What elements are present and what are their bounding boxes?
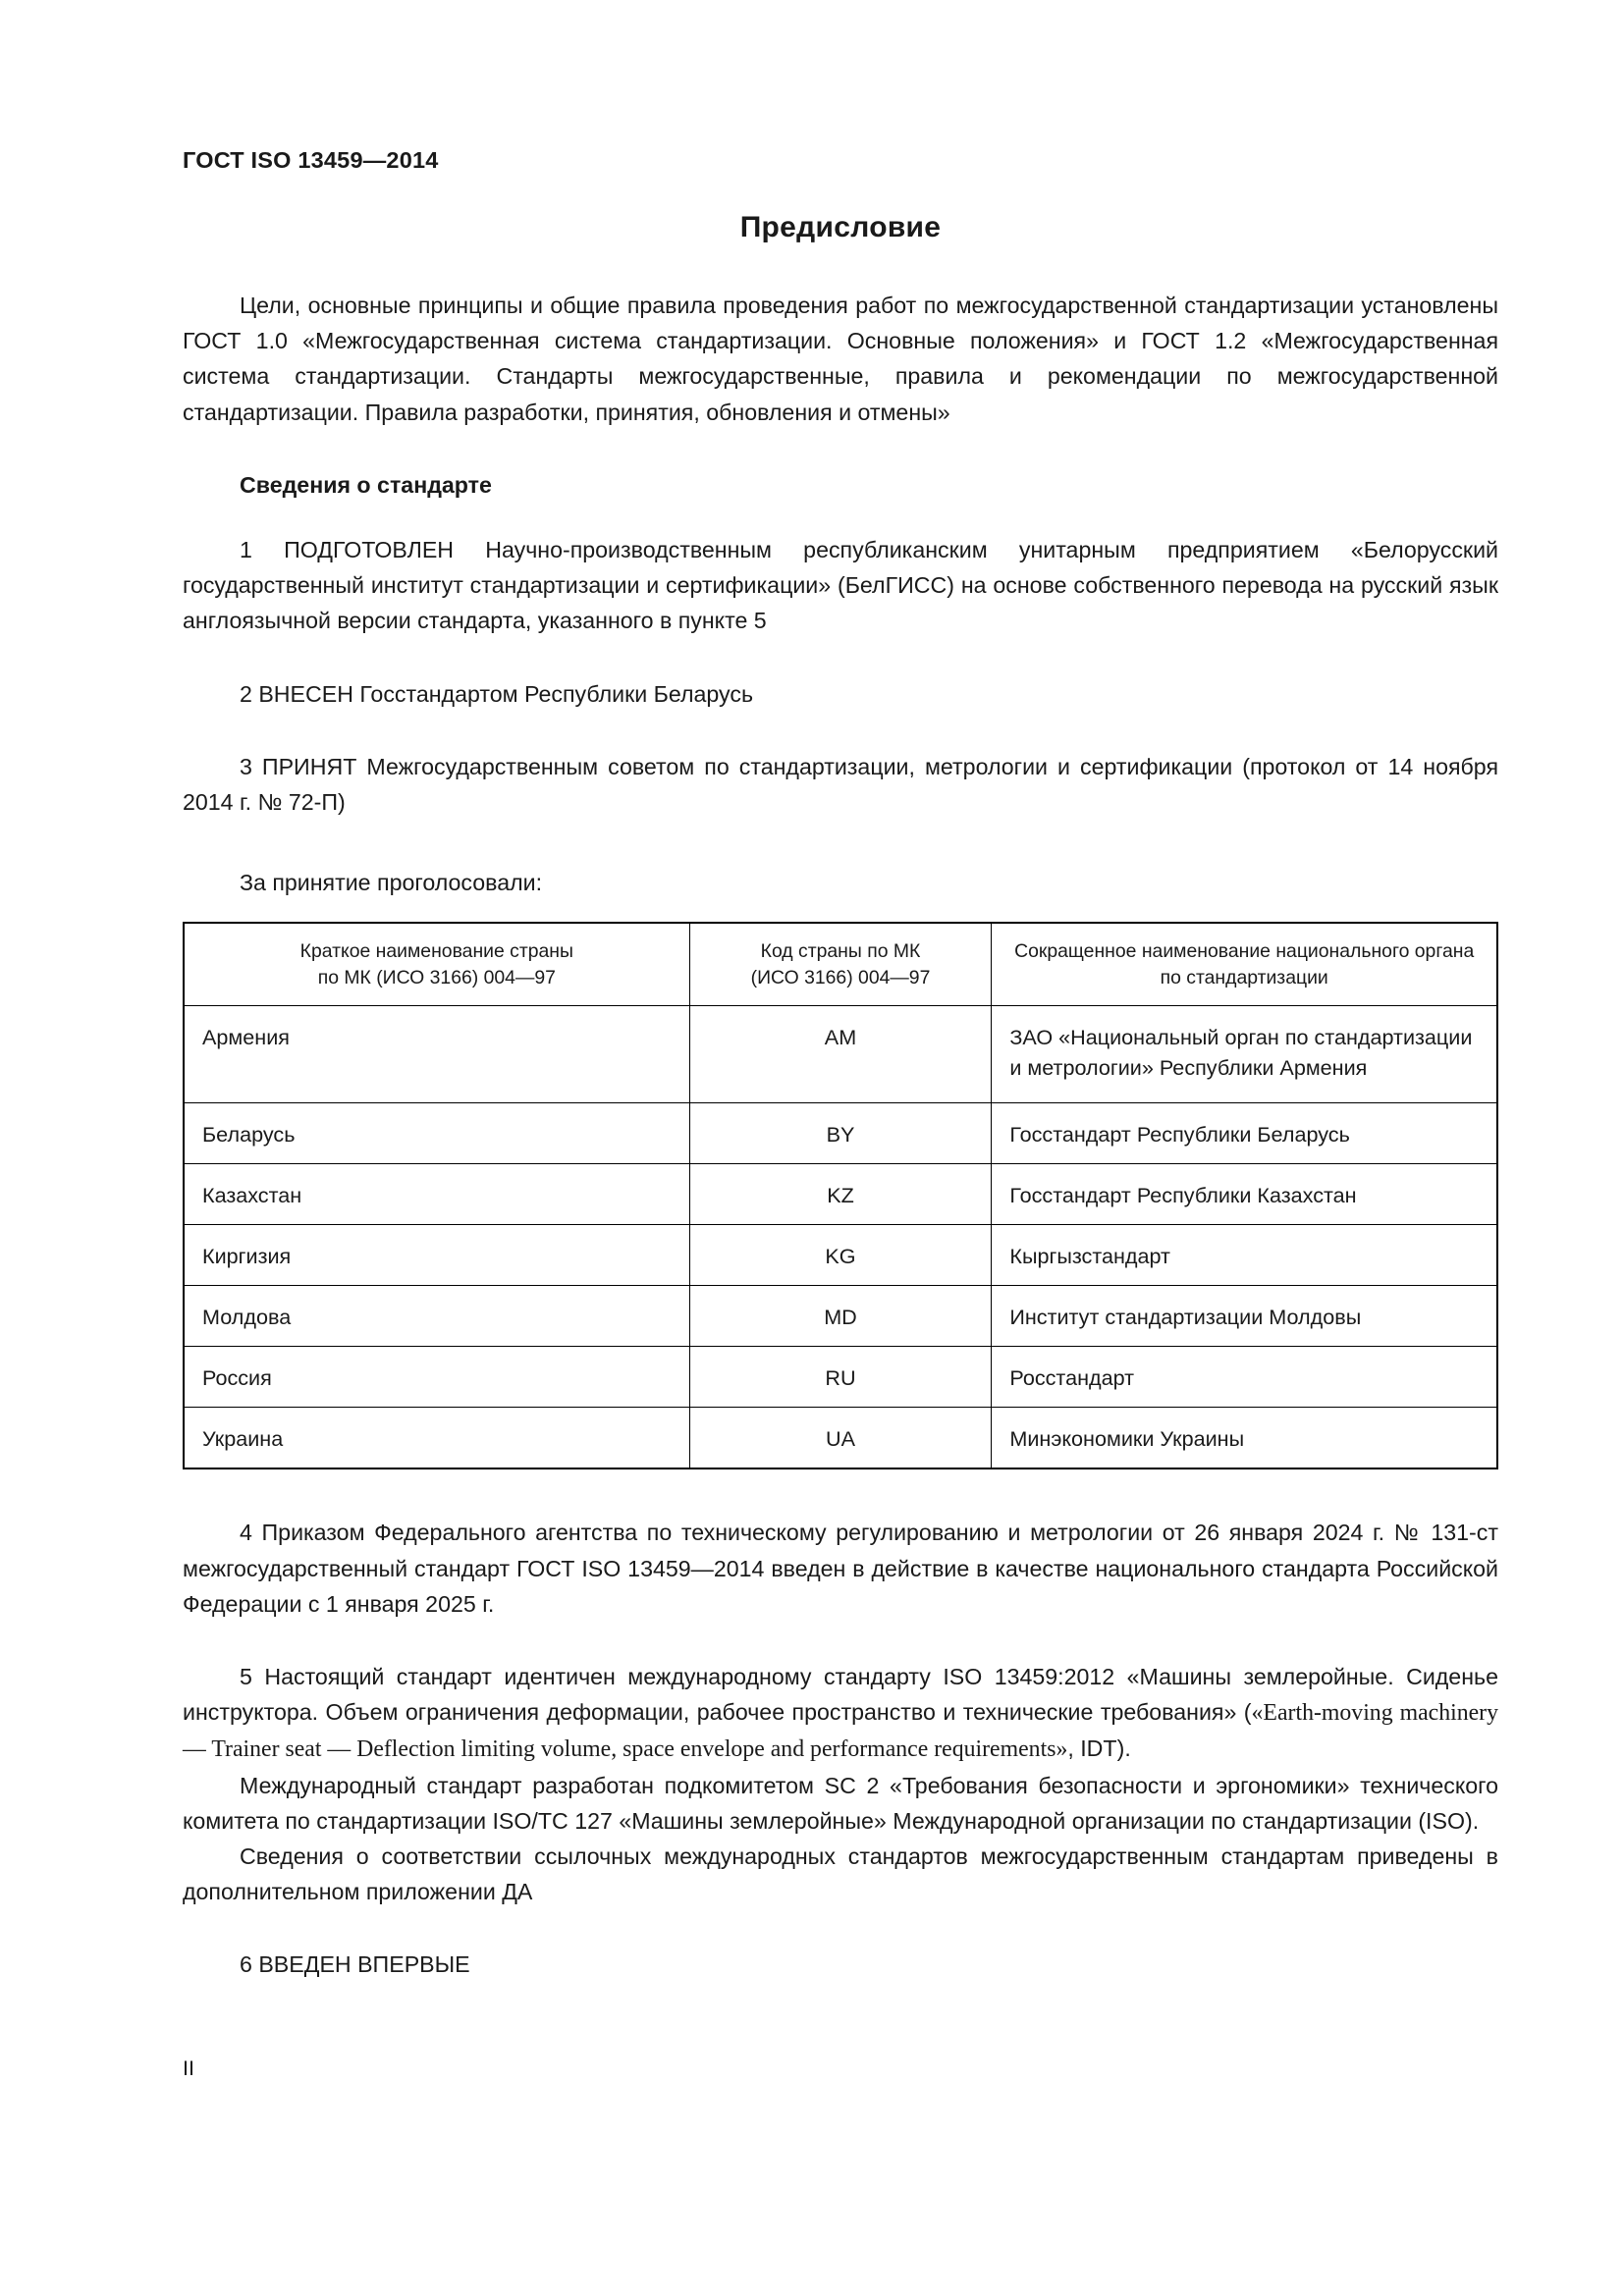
intro-paragraph: Цели, основные принципы и общие правила проведения работ по межгосударственной стандартизации установлены ГОСТ 1.0 «Межгосударственная система стандартизации. Основные положения» и ГОСТ 1.2 «Межгосударственная система стандартизации. Стандарты межгосударственные, правила и рекомендации по межгосударственной стандартизации. Правила разработки, принятия, обновления и отмены» [183, 293, 1498, 425]
cell-country: Украина [184, 1408, 689, 1469]
spacer [183, 1909, 1498, 1947]
column-header-code [689, 923, 992, 1006]
cell-country: Киргизия [184, 1225, 689, 1286]
cell-code: KZ [689, 1164, 992, 1225]
vote-table [183, 922, 1498, 1469]
cell-code: AM [689, 1006, 992, 1103]
clause-1: 1 ПОДГОТОВЛЕН Научно-производственным республиканским унитарным предприятием «Белорусский государственный институт стандартизации и сертификации» (БелГИСС) на основе собственного перевода на русский язык англоязычной версии стандарта, указанного в пункте 5 [183, 537, 1498, 634]
cell-code: UA [689, 1408, 992, 1469]
vote-table-lead-in: За принятие проголосовали: [240, 870, 543, 896]
table-row [184, 1347, 1497, 1408]
spacer [183, 712, 1498, 749]
cell-country: Молдова [184, 1286, 689, 1347]
column-header-code-line2: (ИСО 3166) 004—97 [750, 967, 931, 989]
cell-code: KG [689, 1225, 992, 1286]
cell-body: Кыргызстандарт [992, 1225, 1497, 1286]
clause-5-part2: , IDT). [1067, 1735, 1131, 1762]
column-header-code-line1: Код страны по МК [760, 940, 921, 963]
spacer [183, 430, 1498, 467]
clause-5 [183, 1659, 1498, 1768]
vote-table-head [184, 923, 1497, 1006]
cell-code: BY [689, 1103, 992, 1164]
vote-table-body [184, 1006, 1497, 1469]
table-row [184, 1286, 1497, 1347]
cell-body: Росстандарт [992, 1347, 1497, 1408]
table-row [184, 1006, 1497, 1103]
cell-body [992, 1006, 1497, 1103]
spacer [183, 503, 1498, 532]
cell-country: Армения [184, 1006, 689, 1103]
clause-3: 3 ПРИНЯТ Межгосударственным советом по стандартизации, метрологии и сертификации (протокол от 14 ноября 2014 г. № 72-П) [183, 753, 1498, 816]
column-header-body [992, 923, 1497, 1006]
column-header-body-line1: Сокращенное наименование национального органа [1014, 940, 1475, 963]
running-header: ГОСТ ISO 13459—2014 [183, 147, 439, 173]
table-row [184, 1164, 1497, 1225]
clause-4: 4 Приказом Федерального агентства по техническому регулированию и метрологии от 26 января 2024 г. № 131-ст межгосударственный стандарт ГОСТ ISO 13459—2014 введен в действие в качестве национального стандарта Российской Федерации с 1 января 2025 г. [183, 1520, 1498, 1617]
column-header-country-line2: по МК (ИСО 3166) 004—97 [317, 967, 556, 989]
table-row [184, 1103, 1497, 1164]
column-header-body-line2: по стандартизации [1160, 967, 1328, 989]
clause-5-continuation-2: Сведения о соответствии ссылочных международных стандартов межгосударственным стандартам приведены в дополнительном приложении ДА [183, 1843, 1498, 1905]
cell-body: Госстандарт Республики Казахстан [992, 1164, 1497, 1225]
column-header-country [184, 923, 689, 1006]
spacer [183, 1622, 1498, 1659]
cell-code: MD [689, 1286, 992, 1347]
clause-5-part1: 5 Настоящий стандарт идентичен международному стандарту ISO 13459:2012 «Машины землеройные. Сиденье инструктора. Объем ограничения деформации, рабочее пространство и технические требования» ( [183, 1664, 1498, 1726]
spacer [183, 639, 1498, 676]
section-heading-standard-info: Сведения о стандарте [240, 471, 492, 498]
page-content [183, 211, 1498, 1983]
page-number: II [183, 2056, 194, 2080]
clause-6: 6 ВВЕДЕН ВПЕРВЫЕ [240, 1951, 470, 1978]
table-row [184, 1225, 1497, 1286]
page-title: Предисловие [739, 211, 942, 243]
column-header-country-line1: Краткое наименование страны [299, 940, 573, 963]
cell-body: Госстандарт Республики Беларусь [992, 1103, 1497, 1164]
table-header-row [184, 923, 1497, 1006]
cell-country: Россия [184, 1347, 689, 1408]
spacer [183, 1469, 1498, 1515]
clause-2: 2 ВНЕСЕН Госстандартом Республики Беларусь [240, 680, 754, 707]
spacer [183, 820, 1498, 865]
cell-body: Минэкономики Украины [992, 1408, 1497, 1469]
cell-body-line2: и метрологии» Республики Армения [1009, 1055, 1368, 1081]
cell-country: Казахстан [184, 1164, 689, 1225]
cell-code: RU [689, 1347, 992, 1408]
clause-5-continuation-1: Международный стандарт разработан подкомитетом SC 2 «Требования безопасности и эргономики» технического комитета по стандартизации ISO/TC 127 «Машины землеройные» Международной организации по стандартизации (ISO). [183, 1772, 1498, 1834]
table-row [184, 1408, 1497, 1469]
cell-body: Институт стандартизации Молдовы [992, 1286, 1497, 1347]
clause-5-english-title: «Earth-moving machinery — Trainer seat — Deflection limiting volume, space envelope and performance requirements» [183, 1700, 1498, 1763]
cell-country: Беларусь [184, 1103, 689, 1164]
cell-body-line1: ЗАО «Национальный орган по стандартизации [1009, 1025, 1473, 1050]
